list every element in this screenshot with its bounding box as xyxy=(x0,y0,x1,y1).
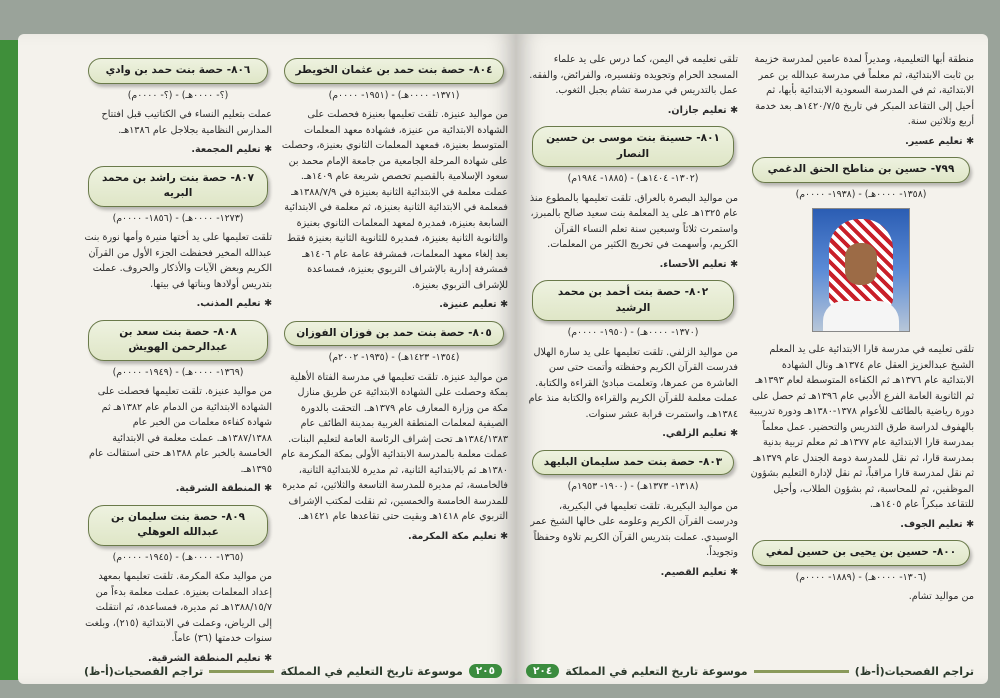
footer-section-title: تراجم الفصحيات(أ-ظ) xyxy=(84,664,204,678)
entry-heading: ٨٠٦- حصة بنت حمد بن وادي xyxy=(88,58,268,84)
entry-text: عملت بتعليم النساء في الكتاتيب قبل افتتاح المدارس النظامية بجلاجل عام ١٣٨٦هـ. xyxy=(101,109,272,136)
entry-dates: (١٣٠٦- ٠٠٠٠هـ) - (١٨٨٩- ٠٠٠٠م) xyxy=(795,571,927,583)
right-page-footer xyxy=(526,664,974,678)
page-number: ٢٠٥ xyxy=(469,664,502,678)
entry-heading: ٨٠٤- حصة بنت حمد بن عثمان الخويطر xyxy=(284,58,504,84)
entry-location: ✱ تعليم عنيزة. xyxy=(439,299,508,310)
entry-text: من مواليد تشام. xyxy=(908,591,974,602)
entry-location: ✱ تعليم الجوف. xyxy=(900,518,974,530)
entry-location: ✱ تعليم المنطقة الشرقية. xyxy=(147,652,272,664)
entry-heading: ٨٠٧- حصة بنت راشد بن محمد البريه xyxy=(88,166,268,207)
entry-text: من مواليد البصرة بالعراق. تلقت تعليمها بالمطوع منذ عام ١٣٢٥هـ على يد المعلمة بنت سعيد صالح بالمبرز، واستمرت ثلاثاً وسبعين سنة تعلم النساء القرآن الكريم، وأسهمت في تخريج الكثير من المعلمات. xyxy=(529,192,738,250)
entry-location: ✱ تعليم المجمعة. xyxy=(191,144,272,155)
entry-text: تلقى تعليمه في اليمن، كما درس على يد علماء المسجد الحرام وتجويده وتفسيره، والفرائض، والفقه. عمل بالتدريس في مدرسة تشام بجبل الثغوب. xyxy=(529,54,738,96)
entry-text: من مواليد مكة المكرمة. تلقت تعليمها بمعهد إعداد المعلمات بعنيزة. عملت معلمة بدءاً من ١٣٨٨/١٥/٧هـ ثم مديرة، فمساعدة، ثم انتقلت إلى الرياض، وعملت في الابتدائية (٢١٥)، وبلغت سنوات خدمتها (٣٦) عاماً. xyxy=(85,571,272,644)
entry-heading: ٨٠٨- حصة بنت سعد بن عبدالرحمن الهويش xyxy=(88,320,268,361)
entry-text: منطقة أبها التعليمية، ومديراً لمدة عامين لمدرسة خزيمة بن ثابت الابتدائية، ثم معلماً في مدرسة عبدالله بن عمر الابتدائية، ثم في المدرسة السعودية الابتدائية بأبها، ثم أحيل إلى التقاعد المبكر في تاريخ ١٤٢٠/٧/٥هـ بعد خدمة أربع وثلاثين سنة. xyxy=(754,54,974,127)
entry-dates: (١٣٥٤- ١٤٢٣هـ) - (١٩٣٥- ٢٠٠٢م) xyxy=(328,352,460,363)
entry-location: ✱ تعليم جازان. xyxy=(667,104,738,116)
entry-heading: ٨٠٣- حصة بنت حمد سليمان البليهد xyxy=(532,450,734,476)
entry-location: ✱ تعليم الأحساء. xyxy=(659,258,738,270)
portrait-photo xyxy=(812,208,910,332)
entry-text: من مواليد عنيزة. تلقت تعليمها فحصلت على الشهادة الابتدائية من الدمام عام ١٣٨٢هـ ثم شهادة كفاءة معلمات من الخبر عام ١٣٨٧/١٣٨٨هـ. عملت معلمة في الابتدائية الخامسة بالخبر عام ١٣٨٨هـ حتى استقالت عام ١٣٩٥هـ. xyxy=(89,386,272,475)
footer-rule xyxy=(209,670,274,673)
entry-heading: ٨٠٩- حصة بنت سليمان بن عبدالله العوهلي xyxy=(88,505,268,546)
page-number: ٢٠٤ xyxy=(526,664,559,678)
footer-rule xyxy=(754,670,849,673)
left-page-right-column xyxy=(280,52,508,552)
entry-dates: (١٣٧٠- ٠٠٠٠هـ) - (١٩٥٠- ٠٠٠٠م) xyxy=(567,327,699,338)
entry-location: ✱ تعليم القصيم. xyxy=(660,566,738,578)
entry-text: من مواليد البكيرية. تلقت تعليمها في البكيرية، ودرست القرآن الكريم وعلومه على خالها الشيخ عمر الوسيدي. عملت بتدريس القرآن الكريم تلاوة وحفظاً وتجويداً. xyxy=(530,500,738,558)
entry-dates: (١٣٠٢- ١٤٠٤هـ) - (١٨٨٥- ١٩٨٤م) xyxy=(567,173,699,184)
entry-location: ✱ تعليم عسير. xyxy=(905,135,974,147)
entry-dates: (١٣٥٨- ٠٠٠٠هـ) - (١٩٣٨- ٠٠٠٠م) xyxy=(795,188,927,200)
left-page-left-column xyxy=(84,52,272,674)
entry-dates: (١٣٧١- ٠٠٠٠هـ) - (١٩٥١- ٠٠٠٠م) xyxy=(328,89,460,101)
entry-heading: ٨٠٠- حسين بن يحيى بن حسين لمغي xyxy=(752,540,970,566)
entry-heading: ٨٠٥- حصة بنت حمد بن فوزان الفوزان xyxy=(284,321,504,347)
entry-location: ✱ تعليم مكة المكرمة. xyxy=(407,530,508,542)
footer-book-title: موسوعة تاريخ التعليم في المملكة xyxy=(280,664,463,678)
entry-heading: ٧٩٩- حسين بن مناطح الحنق الدغمي xyxy=(752,157,970,183)
entry-text: من مواليد الزلفي. تلقت تعليمها على يد سارة الهلال فدرست القرآن الكريم وحفظته وأتمت حتى سن العاشرة من عمرها، وتعلمت مبادئ القراءة والكتابة. عملت معلمة للقرآن الكريم والقراءة والكتابة منذ عام ١٣٨٤هـ، واستمرت قرابة عشر سنوات. xyxy=(528,346,738,420)
entry-text: تلقت تعليمها على يد أختها منيرة وأمها نورة بنت عبدالله المخير فحفظت الجزء الأول من القرآن الكريم وبعض الآيات والأذكار والحروف. عملت بتدريس أولادها وبناتها في بيتها. xyxy=(84,232,272,290)
entry-location: ✱ المنطقة الشرقية. xyxy=(175,483,272,494)
right-page-right-column xyxy=(748,52,974,607)
entry-text: تلقى تعليمه في مدرسة قارا الابتدائية على يد المعلم الشيخ عبدالعزيز العقل عام ١٣٧٤هـ ونال الشهادة الابتدائية عام ١٣٧٦هـ ثم الكفاءة المتوسطة لعام ١٣٩٣هـ ثم الثانوية العامة الفرع الأدبي عام ١٣٩٦هـ ثم حصل على دورة رياضية بالطائف للأعوام ١٣٧٨-١٣٨٠هـ ودورة تدريبية بالهفوف لدراسة طرق التدريس والتحضير. عمل معلماً بمدرسة قارا الابتدائية عام ١٣٧٧هـ ثم معلم تربية بدنية بمدرسة قارا، ثم نقل للمدرسة دومة الجندل عام ١٣٧٩هـ ثم نقل لمدرسة قارا مراقباً، ثم نقل لإدارة التعليم بشؤون الموظفين، ثم للمحاسبة، ثم بشؤون الطلاب، وأحيل للتقاعد مبكراً عام ١٤٠٥هـ. xyxy=(749,344,974,510)
left-page-footer xyxy=(84,664,502,678)
right-page xyxy=(516,34,988,684)
entry-text: من مواليد عنيزة. تلقت تعليمها بعنيزة فحصلت على الشهادة الابتدائية من عنيزة، فشهادة معهد المعلمات المتوسط بعنيزة، فمعهد المعلمات الثانوي بعنيزة، وحصلت على شهادة المرحلة الجامعية من جامعة الإمام محمد بن سعود الإسلامية بالقصيم تخصص شريعة عام ١٤٠٩هـ. عملت معلمة في الابتدائية الثانية بعنيزة في ١٣٨٨/٧/٩هـ فمعلمة في الابتدائية الثانية بعنيزة، ثم معلمة في الابتدائية السابعة بعنيزة، فمديرة لمعهد المعلمات الثانوي بعنيزة والثانوية الثانية بعنيزة، فمديرة للثانوية الثانية بعنيزة فقط بعد إلغاء معهد المعلمات، فمشرفة عامة عام ١٤٠٦هـ فمشرفة إدارية بالإشراف التربوي بعنيزة، فمساعدة للإشراف التربوي بعنيزة. xyxy=(281,109,508,291)
right-page-left-column xyxy=(528,52,738,588)
left-page xyxy=(18,34,516,684)
entry-dates: (١٣٦٩- ٠٠٠٠هـ) - (١٩٤٩- ٠٠٠٠م) xyxy=(112,366,244,378)
entry-location: ✱ تعليم الزلفي. xyxy=(662,428,738,439)
entry-dates: (١٣١٨- ١٣٧٣هـ) - (١٩٠٠- ١٩٥٣م) xyxy=(567,481,699,492)
footer-book-title: موسوعة تاريخ التعليم في المملكة xyxy=(565,664,748,678)
entry-dates: (؟- ٠٠٠٠هـ) - (؟- ٠٠٠٠م) xyxy=(127,89,229,101)
entry-location: ✱ تعليم المذنب. xyxy=(196,298,272,309)
entry-dates: (١٢٧٣- ٠٠٠٠هـ) - (١٨٥٦- ٠٠٠٠م) xyxy=(112,212,244,224)
entry-heading: ٨٠٢- حصة بنت أحمد بن محمد الرشيد xyxy=(532,280,734,321)
entry-text: من مواليد عنيزة. تلقت تعليمها في مدرسة الفتاة الأهلية بمكة وحصلت على الشهادة الابتدائية عن طريق منازل مكة من وزارة المعارف عام ١٣٧٩هـ. التحقت بالدورة الصيفية لمعلمات المنطقة الغربية بمدينة الطائف عام ١٣٨٤/١٣٨٣هـ تحت إشراف الرئاسة العامة لتعليم البنات. عملت معلمة بالمدرسة الابتدائية الأولى بمكة المكرمة عام ١٣٨٠هـ ثم بالابتدائية الثانية، ثم مديرة للابتدائية الثانية، فالخامسة، ثم مديرة للمدرسة التاسعة والثلاثين، ثم مديرة للمدرسة الخامسة والخمسين، ثم نقلت لمكتب الإشراف التربوي عام ١٤١٨هـ وبقيت حتى تقاعدها عام ١٤٢١هـ. xyxy=(281,371,508,522)
footer-section-title: تراجم الفصحيات(أ-ظ) xyxy=(854,664,974,678)
entry-heading: ٨٠١- حسينة بنت موسى بن حسين النصار xyxy=(532,126,734,167)
entry-dates: (١٣٦٥- ٠٠٠٠هـ) - (١٩٤٥- ٠٠٠٠م) xyxy=(112,551,244,563)
